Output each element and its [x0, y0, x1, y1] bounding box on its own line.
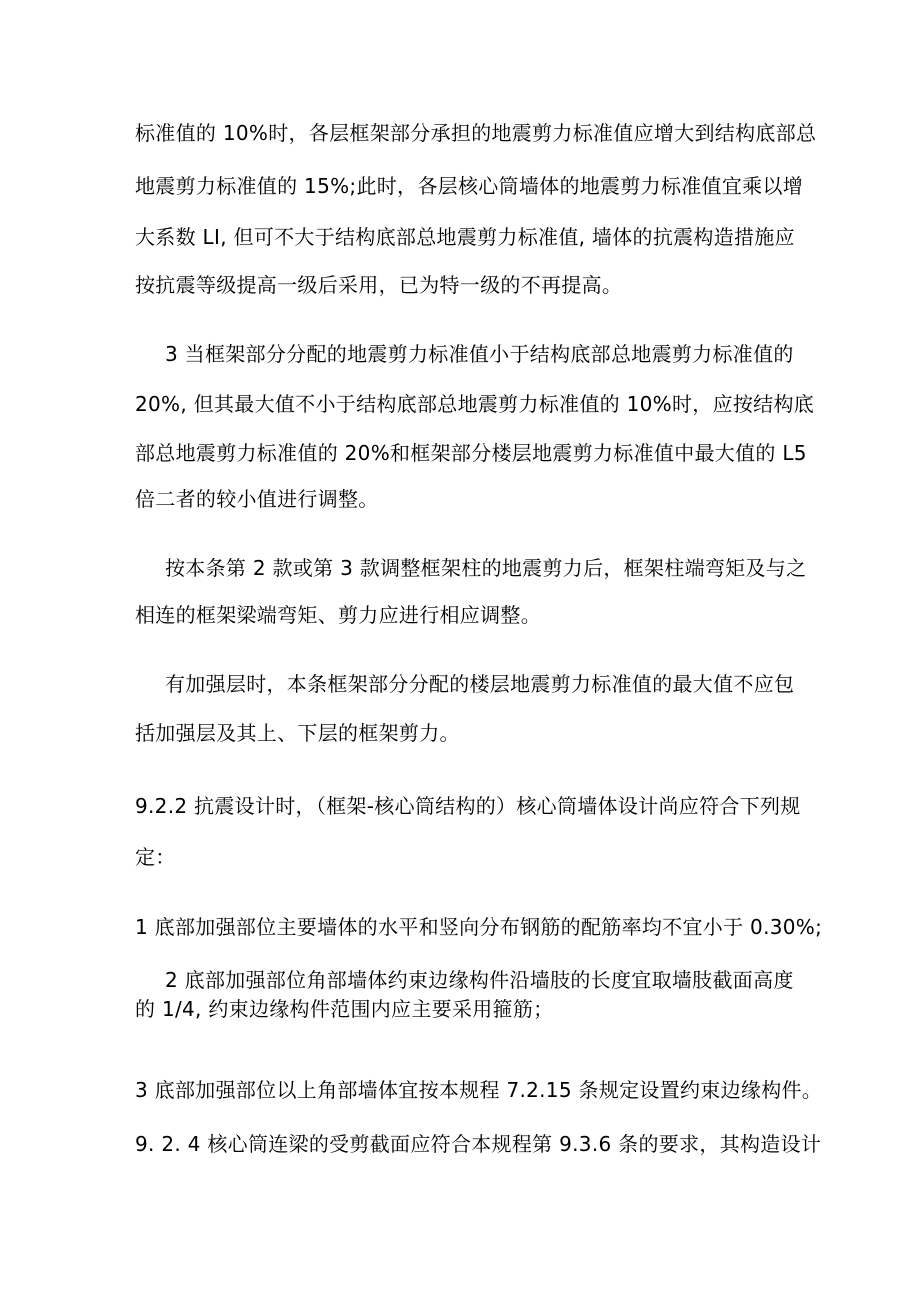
- text-line: 按本条第 2 款或第 3 款调整框架柱的地震剪力后，框架柱端弯矩及与之: [165, 556, 807, 580]
- text-line: 20%, 但其最大值不小于结构底部总地震剪力标准值的 10%时，应按结构底: [135, 392, 815, 416]
- text-line: 3 底部加强部位以上角部墙体宜按本规程 7.2.15 条规定设置约束边缘构件。: [135, 1078, 823, 1102]
- text-line: 相连的框架梁端弯矩、剪力应进行相应调整。: [135, 603, 541, 627]
- text-line: 部总地震剪力标准值的 20%和框架部分楼层地震剪力标准值中最大值的 L5: [135, 441, 807, 465]
- text-line: 定：: [135, 845, 176, 869]
- text-line: 9. 2. 4 核心筒连梁的受剪截面应符合本规程第 9.3.6 条的要求，其构造设计: [135, 1132, 822, 1156]
- text-line: 地震剪力标准值的 15%;此时，各层核心筒墙体的地震剪力标准值宜乘以增: [135, 174, 804, 198]
- text-line: 1 底部加强部位主要墙体的水平和竖向分布钢筋的配筋率均不宜小于 0.30%;: [135, 915, 823, 939]
- text-line: 9.2.2 抗震设计时，（框架-核心筒结构的）核心筒墙体设计尚应符合下列规: [135, 794, 801, 818]
- text-line: 按抗震等级提高一级后采用，已为特一级的不再提高。: [135, 273, 623, 297]
- text-line: 有加强层时，本条框架部分分配的楼层地震剪力标准值的最大值不应包: [165, 672, 795, 696]
- text-line: 大系数 LI, 但可不大于结构底部总地震剪力标准值, 墙体的抗震构造措施应: [135, 225, 795, 249]
- text-line: 倍二者的较小值进行调整。: [135, 487, 379, 511]
- text-line: 2 底部加强部位角部墙体约束边缘构件沿墙肢的长度宜取墙肢截面高度: [165, 968, 794, 992]
- text-line: 3 当框架部分分配的地震剪力标准值小于结构底部总地震剪力标准值的: [165, 342, 794, 366]
- text-line: 的 1/4, 约束边缘构件范围内应主要采用箍筋；: [135, 997, 554, 1021]
- text-line: 标准值的 10%时，各层框架部分承担的地震剪力标准值应增大到结构底部总: [135, 121, 817, 145]
- text-line: 括加强层及其上、下层的框架剪力。: [135, 721, 460, 745]
